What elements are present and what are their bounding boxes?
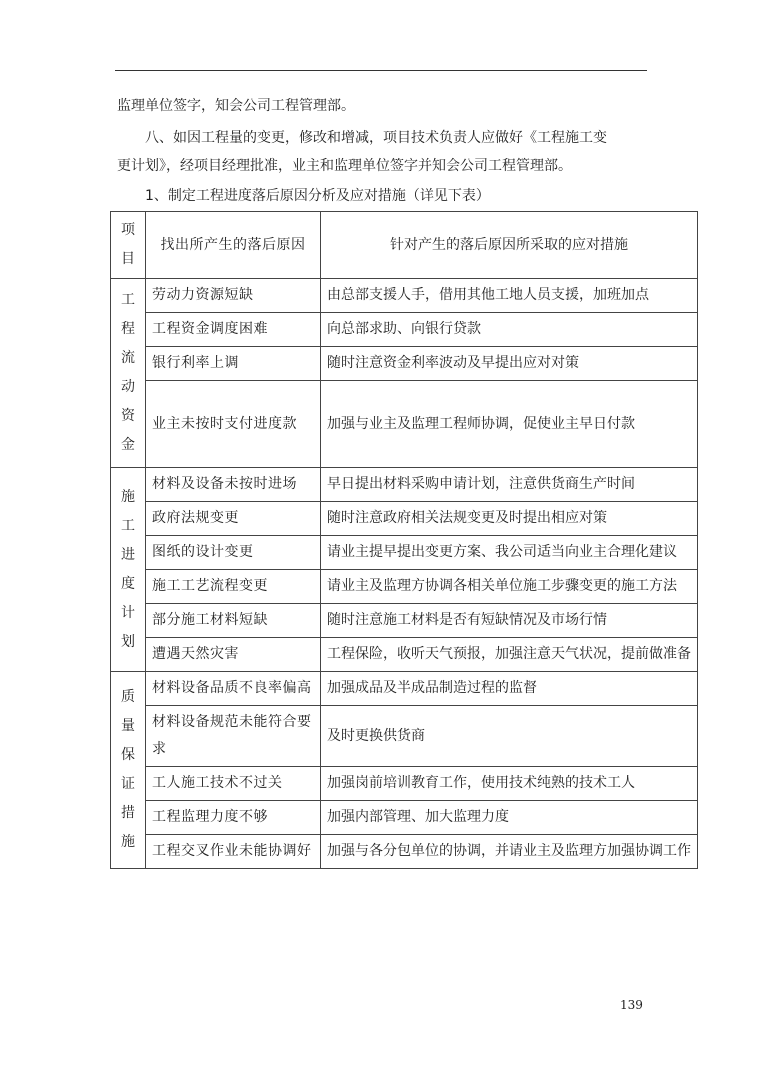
cause-cell: 工人施工技术不过关 bbox=[146, 767, 321, 801]
header-rule bbox=[115, 70, 647, 71]
measure-cell: 向总部求助、向银行贷款 bbox=[321, 313, 698, 347]
table-row bbox=[111, 604, 698, 638]
table-row bbox=[111, 767, 698, 801]
table-row bbox=[111, 313, 698, 347]
measure-cell: 加强成品及半成品制造过程的监督 bbox=[321, 672, 698, 706]
header-measure: 针对产生的落后原因所采取的应对措施 bbox=[321, 212, 698, 279]
measure-cell: 加强内部管理、加大监理力度 bbox=[321, 801, 698, 835]
delay-analysis-table bbox=[110, 211, 698, 869]
table-row bbox=[111, 706, 698, 767]
table-intro: 1、制定工程进度落后原因分析及应对措施（详见下表） bbox=[145, 188, 490, 204]
paragraph-2-line-1: 八、如因工程量的变更，修改和增减，项目技术负责人应做好《工程施工变 bbox=[145, 130, 607, 146]
table-row bbox=[111, 536, 698, 570]
table-row bbox=[111, 672, 698, 706]
category-cell: 施工进度计划 bbox=[111, 468, 146, 672]
table-row bbox=[111, 801, 698, 835]
measure-cell: 随时注意资金利率波动及早提出应对对策 bbox=[321, 347, 698, 381]
cause-cell: 政府法规变更 bbox=[146, 502, 321, 536]
measure-cell: 请业主提早提出变更方案、我公司适当向业主合理化建议 bbox=[321, 536, 698, 570]
header-cause: 找出所产生的落后原因 bbox=[146, 212, 321, 279]
cause-cell: 材料设备品质不良率偏高 bbox=[146, 672, 321, 706]
measure-cell: 加强与各分包单位的协调，并请业主及监理方加强协调工作 bbox=[321, 835, 698, 869]
measure-cell: 早日提出材料采购申请计划，注意供货商生产时间 bbox=[321, 468, 698, 502]
table-row bbox=[111, 638, 698, 672]
cause-cell: 劳动力资源短缺 bbox=[146, 279, 321, 313]
table-row bbox=[111, 468, 698, 502]
measure-cell: 工程保险，收听天气预报，加强注意天气状况，提前做准备 bbox=[321, 638, 698, 672]
measure-cell: 由总部支援人手，借用其他工地人员支援，加班加点 bbox=[321, 279, 698, 313]
table-row bbox=[111, 347, 698, 381]
table-row bbox=[111, 570, 698, 604]
measure-cell: 请业主及监理方协调各相关单位施工步骤变更的施工方法 bbox=[321, 570, 698, 604]
header-category: 项目 bbox=[111, 212, 146, 279]
measure-cell: 及时更换供货商 bbox=[321, 706, 698, 767]
cause-cell: 施工工艺流程变更 bbox=[146, 570, 321, 604]
cause-cell: 材料及设备未按时进场 bbox=[146, 468, 321, 502]
table-header-row bbox=[111, 212, 698, 279]
table-row bbox=[111, 835, 698, 869]
measure-cell: 加强与业主及监理工程师协调，促使业主早日付款 bbox=[321, 381, 698, 468]
cause-cell: 材料设备规范未能符合要求 bbox=[146, 706, 321, 767]
cause-cell: 工程监理力度不够 bbox=[146, 801, 321, 835]
paragraph-2-line-2: 更计划》，经项目经理批准，业主和监理单位签字并知会公司工程管理部。 bbox=[117, 158, 572, 174]
cause-cell: 工程资金调度困难 bbox=[146, 313, 321, 347]
table-row bbox=[111, 381, 698, 468]
page-number: 139 bbox=[620, 998, 643, 1012]
cause-cell: 工程交叉作业未能协调好 bbox=[146, 835, 321, 869]
table-row bbox=[111, 502, 698, 536]
measure-cell: 随时注意政府相关法规变更及时提出相应对策 bbox=[321, 502, 698, 536]
measure-cell: 加强岗前培训教育工作，使用技术纯熟的技术工人 bbox=[321, 767, 698, 801]
cause-cell: 遭遇天然灾害 bbox=[146, 638, 321, 672]
cause-cell: 银行利率上调 bbox=[146, 347, 321, 381]
paragraph-1: 监理单位签字，知会公司工程管理部。 bbox=[117, 98, 355, 114]
category-cell: 质量保证措施 bbox=[111, 672, 146, 869]
cause-cell: 部分施工材料短缺 bbox=[146, 604, 321, 638]
measure-cell: 随时注意施工材料是否有短缺情况及市场行情 bbox=[321, 604, 698, 638]
category-cell: 工程流动资金 bbox=[111, 279, 146, 468]
cause-cell: 业主未按时支付进度款 bbox=[146, 381, 321, 468]
table-row bbox=[111, 279, 698, 313]
cause-cell: 图纸的设计变更 bbox=[146, 536, 321, 570]
